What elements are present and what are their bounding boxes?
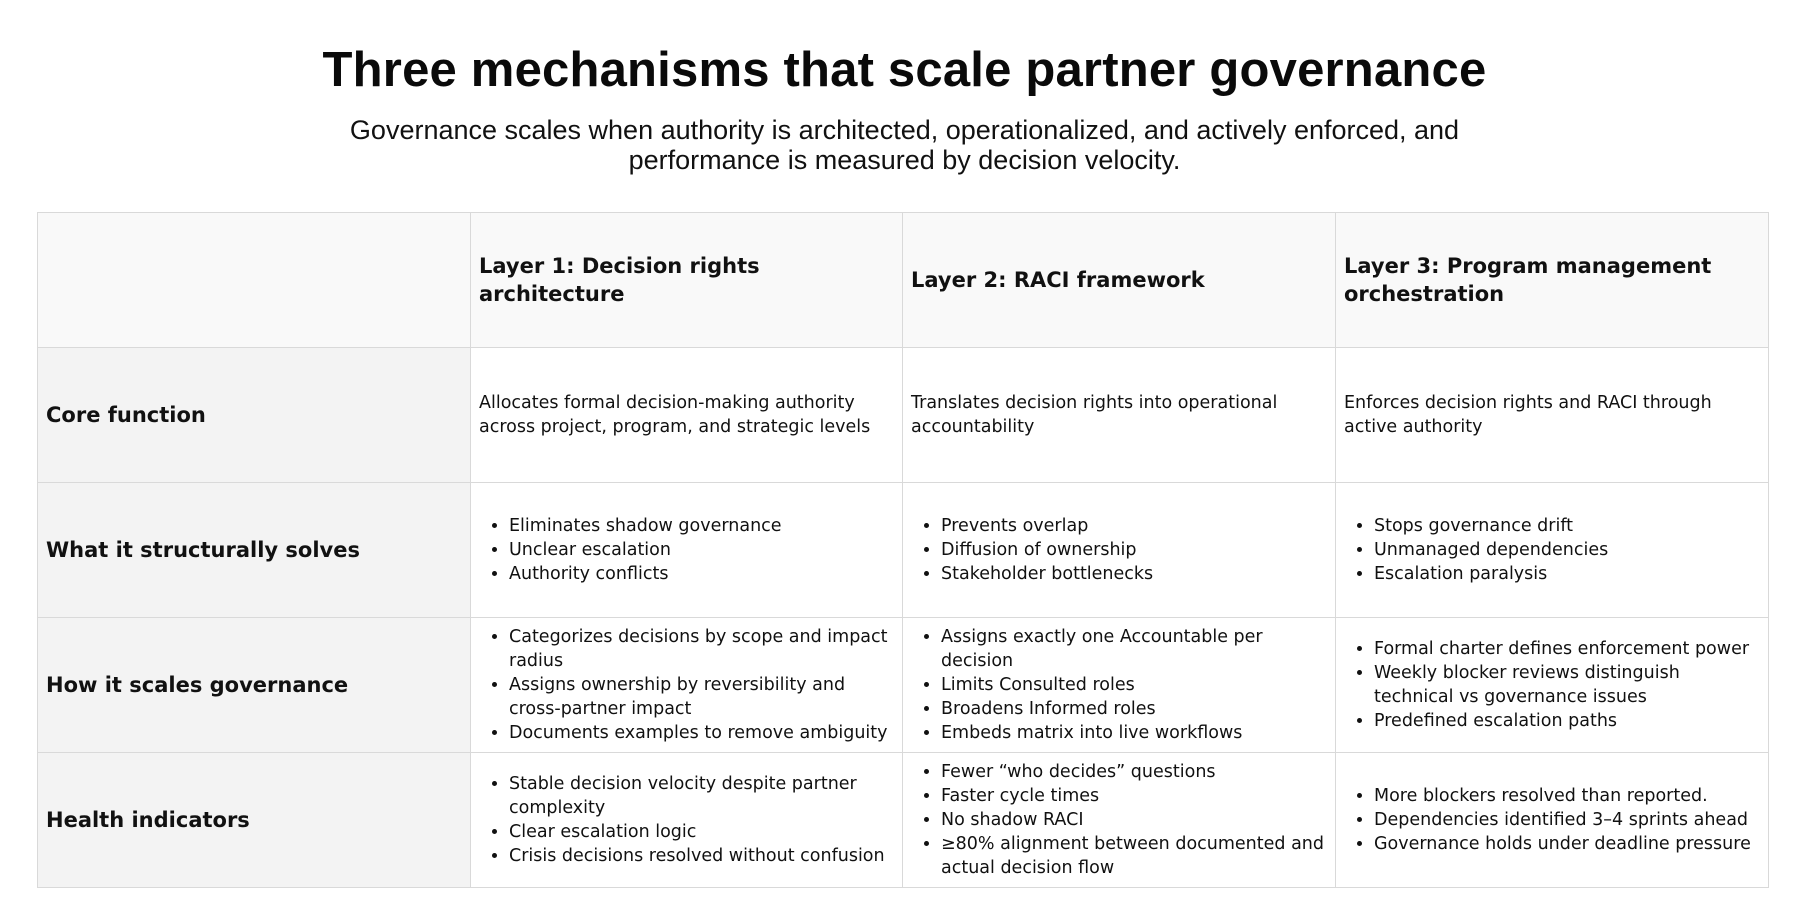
header-corner-cell [38,213,471,348]
bullet-list [479,514,894,586]
list-item: • Diffusion of ownership [941,538,1327,562]
cell-text: Allocates formal decision-making authority across project, program, and strategic levels [471,348,903,483]
cell-list [903,618,1336,753]
list-item: • ≥80% alignment between documented and actual decision flow [941,832,1327,880]
list-item: • Authority conflicts [509,562,894,586]
list-item: • Assigns exactly one Accountable per decision [941,625,1327,673]
table-header-row [38,213,1769,348]
list-item: • Prevents overlap [941,514,1327,538]
cell-list [903,753,1336,888]
row-label-health-indicators: Health indicators [38,753,471,888]
bullet-list [1344,514,1760,586]
list-item: • Documents examples to remove ambiguity [509,721,894,745]
list-item: • Stable decision velocity despite partner complexity [509,772,894,820]
list-item: • Formal charter defines enforcement power [1374,637,1760,661]
list-item: • Stops governance drift [1374,514,1760,538]
list-item: • Clear escalation logic [509,820,894,844]
column-header-layer-1: Layer 1: Decision rights architecture [471,213,903,348]
column-header-layer-3: Layer 3: Program management orchestration [1336,213,1769,348]
list-item: • Broadens Informed roles [941,697,1327,721]
list-item: • Dependencies identified 3–4 sprints ahead [1374,808,1760,832]
row-label-scales-governance: How it scales governance [38,618,471,753]
list-item: • Escalation paralysis [1374,562,1760,586]
list-item: • Embeds matrix into live workflows [941,721,1327,745]
list-item: • Unmanaged dependencies [1374,538,1760,562]
comparison-table [37,212,1769,888]
cell-list [903,483,1336,618]
list-item: • Eliminates shadow governance [509,514,894,538]
page-title: Three mechanisms that scale partner governance [322,43,1487,97]
list-item: • Stakeholder bottlenecks [941,562,1327,586]
table-row [38,483,1769,618]
bullet-list [911,760,1327,880]
bullet-list [911,625,1327,745]
bullet-list [479,772,894,868]
bullet-list [1344,637,1760,733]
list-item: • Limits Consulted roles [941,673,1327,697]
list-item: • Predefined escalation paths [1374,709,1760,733]
cell-list [1336,618,1769,753]
list-item: • No shadow RACI [941,808,1327,832]
list-item: • More blockers resolved than reported. [1374,784,1760,808]
cell-text: Translates decision rights into operational accountability [903,348,1336,483]
table-row [38,618,1769,753]
list-item: • Fewer “who decides” questions [941,760,1327,784]
cell-list [471,483,903,618]
cell-list [471,753,903,888]
list-item: • Weekly blocker reviews distinguish technical vs governance issues [1374,661,1760,709]
row-label-core-function: Core function [38,348,471,483]
list-item: • Categorizes decisions by scope and impact radius [509,625,894,673]
cell-list [1336,483,1769,618]
cell-list [1336,753,1769,888]
list-item: • Faster cycle times [941,784,1327,808]
bullet-list [911,514,1327,586]
bullet-list [479,625,894,745]
cell-text: Enforces decision rights and RACI through active authority [1336,348,1769,483]
list-item: • Crisis decisions resolved without confusion [509,844,894,868]
list-item: • Assigns ownership by reversibility and cross-partner impact [509,673,894,721]
table-row [38,348,1769,483]
table-row [38,753,1769,888]
list-item: • Governance holds under deadline pressure [1374,832,1760,856]
column-header-layer-2: Layer 2: RACI framework [903,213,1336,348]
row-label-structurally-solves: What it structurally solves [38,483,471,618]
bullet-list [1344,784,1760,856]
page-subtitle: Governance scales when authority is architected, operationalized, and actively enforced, and performance is measured by decision velocity. [349,115,1460,175]
cell-list [471,618,903,753]
list-item: • Unclear escalation [509,538,894,562]
